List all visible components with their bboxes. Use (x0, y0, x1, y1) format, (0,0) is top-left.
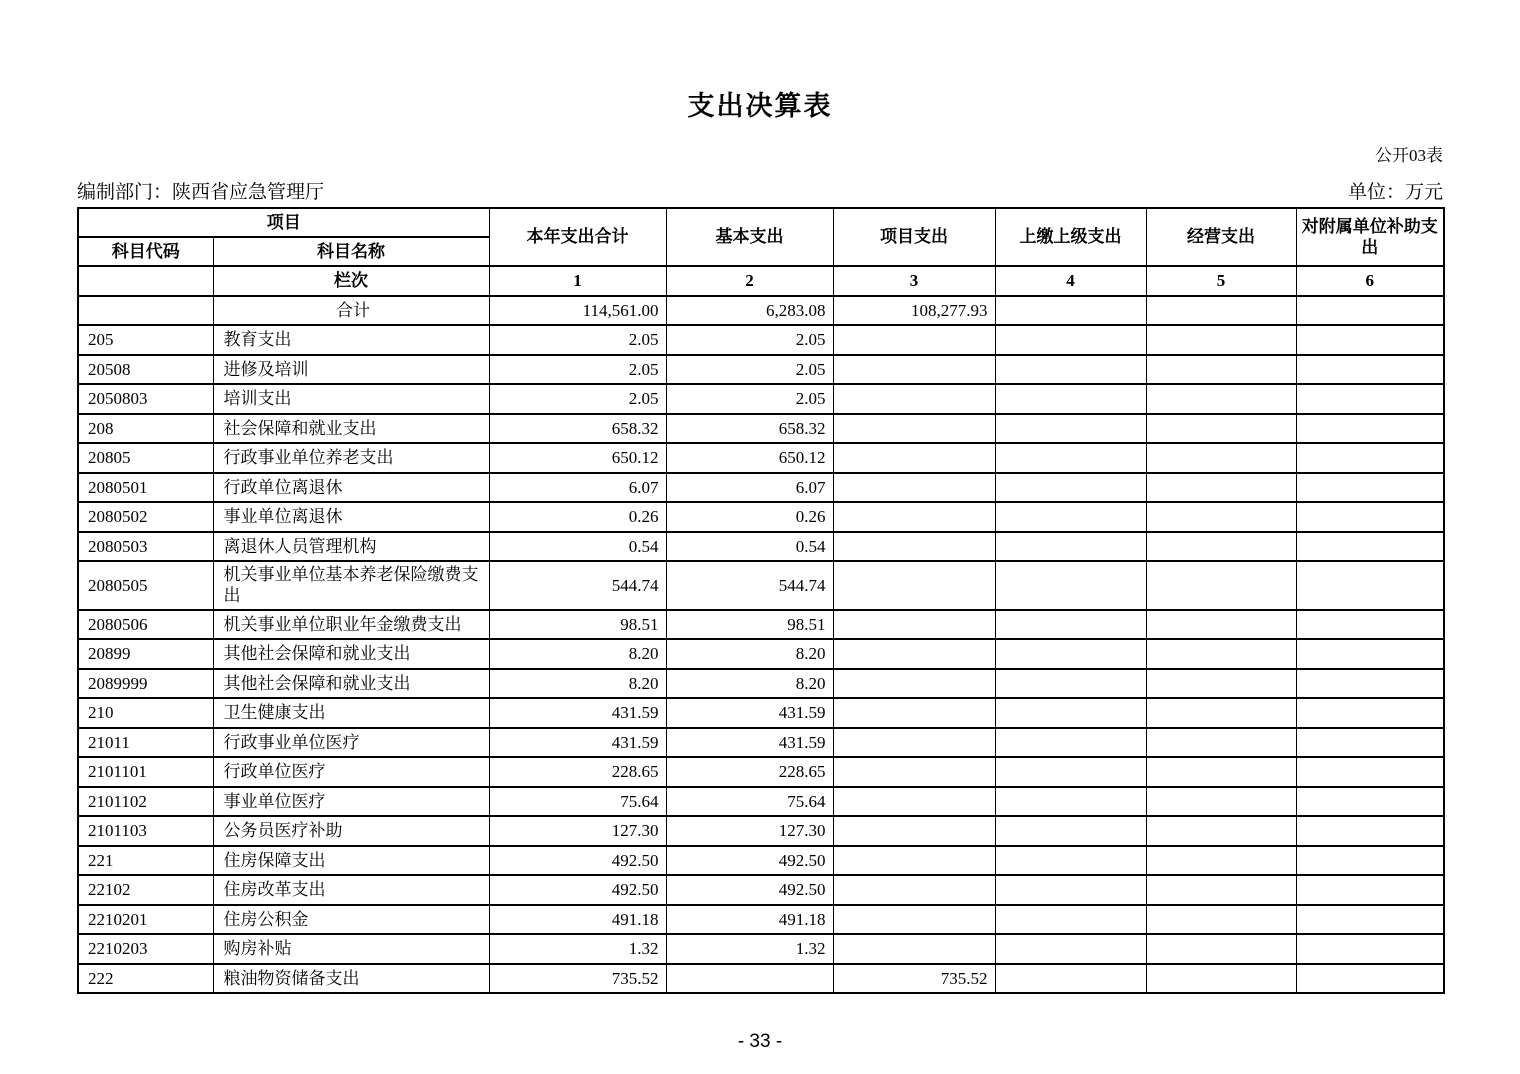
cell-value-1: 2.05 (489, 384, 666, 414)
cell-value-5 (1146, 846, 1296, 876)
cell-value-1: 544.74 (489, 561, 666, 610)
header-col-upturn: 上缴上级支出 (995, 208, 1146, 266)
cell-value-3 (833, 414, 995, 444)
table-row (78, 355, 1444, 385)
header-col-basic: 基本支出 (666, 208, 833, 266)
cell-value-2: 2.05 (666, 355, 833, 385)
cell-subject-code: 2080503 (78, 532, 213, 562)
cell-subject-name: 教育支出 (213, 325, 489, 355)
cell-value-6 (1296, 934, 1444, 964)
table-row (78, 443, 1444, 473)
table-row (78, 964, 1444, 994)
cell-value-2: 544.74 (666, 561, 833, 610)
cell-value-1: 0.26 (489, 502, 666, 532)
cell-subject-code: 210 (78, 698, 213, 728)
cell-value-3 (833, 816, 995, 846)
table-row (78, 757, 1444, 787)
page-number: - 33 - (737, 1031, 783, 1052)
cell-value-3 (833, 639, 995, 669)
cell-value-6 (1296, 875, 1444, 905)
cell-value-2: 98.51 (666, 610, 833, 640)
cell-value-4 (995, 384, 1146, 414)
cell-value-2: 650.12 (666, 443, 833, 473)
cell-value-1: 491.18 (489, 905, 666, 935)
cell-value-2: 0.26 (666, 502, 833, 532)
cell-value-4 (995, 964, 1146, 994)
expenditure-table (77, 207, 1445, 994)
cell-value-6 (1296, 698, 1444, 728)
cell-value-5 (1146, 964, 1296, 994)
cell-value-4 (995, 355, 1146, 385)
cell-value-3 (833, 728, 995, 758)
cell-value-4 (995, 698, 1146, 728)
cell-value-1: 8.20 (489, 669, 666, 699)
header-project: 项目 (78, 208, 489, 237)
cell-value-5 (1146, 532, 1296, 562)
cell-subject-name: 卫生健康支出 (213, 698, 489, 728)
cell-value-1: 2.05 (489, 355, 666, 385)
cell-value-1: 0.54 (489, 532, 666, 562)
unit-label: 单位：万元 (1347, 182, 1443, 203)
cell-value-5 (1146, 443, 1296, 473)
cell-subject-code: 20899 (78, 639, 213, 669)
cell-value-4 (995, 443, 1146, 473)
cell-value-4 (995, 757, 1146, 787)
table-row (78, 473, 1444, 503)
cell-value-6 (1296, 639, 1444, 669)
page-title: 支出决算表 (687, 91, 833, 121)
cell-subject-code: 205 (78, 325, 213, 355)
cell-value-6 (1296, 561, 1444, 610)
cell-subject-name: 行政事业单位养老支出 (213, 443, 489, 473)
cell-value-6 (1296, 532, 1444, 562)
cell-subject-name: 其他社会保障和就业支出 (213, 669, 489, 699)
cell-value-5 (1146, 473, 1296, 503)
cell-value-6 (1296, 502, 1444, 532)
cell-value-5 (1146, 816, 1296, 846)
table-row (78, 639, 1444, 669)
cell-value-2: 8.20 (666, 639, 833, 669)
cell-value-3 (833, 757, 995, 787)
cell-value-2: 2.05 (666, 384, 833, 414)
total-value-6 (1296, 296, 1444, 325)
header-col-year-total: 本年支出合计 (489, 208, 666, 266)
header-col-subsidy: 对附属单位补助支出 (1296, 208, 1444, 266)
table-row (78, 934, 1444, 964)
cell-subject-code: 2101102 (78, 787, 213, 817)
header-col-code: 科目代码 (78, 237, 213, 266)
cell-value-5 (1146, 384, 1296, 414)
cell-value-2: 6.07 (666, 473, 833, 503)
cell-subject-code: 2080502 (78, 502, 213, 532)
total-value-4 (995, 296, 1146, 325)
cell-value-5 (1146, 639, 1296, 669)
cell-value-1: 431.59 (489, 728, 666, 758)
cell-value-6 (1296, 787, 1444, 817)
cell-value-4 (995, 728, 1146, 758)
cell-value-6 (1296, 816, 1444, 846)
cell-value-2 (666, 964, 833, 994)
cell-value-6 (1296, 757, 1444, 787)
cell-value-4 (995, 414, 1146, 444)
cell-value-5 (1146, 728, 1296, 758)
cell-value-2: 492.50 (666, 846, 833, 876)
form-code-label: 公开03表 (1375, 146, 1443, 165)
cell-value-3 (833, 610, 995, 640)
cell-subject-code: 2080506 (78, 610, 213, 640)
cell-value-5 (1146, 355, 1296, 385)
cell-value-3 (833, 698, 995, 728)
cell-value-5 (1146, 414, 1296, 444)
table-row (78, 905, 1444, 935)
cell-subject-code: 221 (78, 846, 213, 876)
index-number-4: 4 (995, 266, 1146, 296)
cell-value-3: 735.52 (833, 964, 995, 994)
cell-value-2: 431.59 (666, 698, 833, 728)
index-number-6: 6 (1296, 266, 1444, 296)
cell-subject-name: 其他社会保障和就业支出 (213, 639, 489, 669)
cell-value-3 (833, 502, 995, 532)
cell-value-6 (1296, 610, 1444, 640)
cell-subject-code: 2080505 (78, 561, 213, 610)
cell-subject-name: 公务员医疗补助 (213, 816, 489, 846)
cell-value-1: 658.32 (489, 414, 666, 444)
cell-value-3 (833, 875, 995, 905)
cell-subject-code: 2101101 (78, 757, 213, 787)
cell-subject-code: 2080501 (78, 473, 213, 503)
table-row (78, 384, 1444, 414)
cell-value-5 (1146, 934, 1296, 964)
cell-value-1: 1.32 (489, 934, 666, 964)
cell-value-4 (995, 639, 1146, 669)
cell-subject-code: 2210201 (78, 905, 213, 935)
cell-value-5 (1146, 561, 1296, 610)
cell-value-1: 75.64 (489, 787, 666, 817)
cell-value-3 (833, 787, 995, 817)
table-row (78, 816, 1444, 846)
cell-value-2: 658.32 (666, 414, 833, 444)
cell-subject-name: 进修及培训 (213, 355, 489, 385)
cell-value-4 (995, 669, 1146, 699)
cell-value-5 (1146, 698, 1296, 728)
cell-value-1: 98.51 (489, 610, 666, 640)
cell-value-2: 0.54 (666, 532, 833, 562)
table-row (78, 532, 1444, 562)
cell-value-6 (1296, 414, 1444, 444)
index-number-1: 1 (489, 266, 666, 296)
cell-subject-code: 20805 (78, 443, 213, 473)
cell-value-6 (1296, 325, 1444, 355)
cell-value-1: 228.65 (489, 757, 666, 787)
cell-value-2: 228.65 (666, 757, 833, 787)
header-row-group (78, 208, 1444, 237)
cell-subject-code: 2101103 (78, 816, 213, 846)
table-row (78, 325, 1444, 355)
cell-subject-code: 222 (78, 964, 213, 994)
cell-value-2: 491.18 (666, 905, 833, 935)
cell-value-2: 127.30 (666, 816, 833, 846)
cell-subject-name: 社会保障和就业支出 (213, 414, 489, 444)
table-row (78, 502, 1444, 532)
cell-value-3 (833, 325, 995, 355)
cell-subject-name: 行政事业单位医疗 (213, 728, 489, 758)
table-row (78, 846, 1444, 876)
cell-value-4 (995, 905, 1146, 935)
cell-value-1: 735.52 (489, 964, 666, 994)
cell-value-6 (1296, 384, 1444, 414)
cell-value-5 (1146, 325, 1296, 355)
cell-value-2: 75.64 (666, 787, 833, 817)
table-row (78, 561, 1444, 610)
cell-value-4 (995, 846, 1146, 876)
cell-value-1: 2.05 (489, 325, 666, 355)
cell-value-3 (833, 905, 995, 935)
header-col-name: 科目名称 (213, 237, 489, 266)
cell-subject-name: 粮油物资储备支出 (213, 964, 489, 994)
prepared-by-label: 编制部门：陕西省应急管理厅 (77, 182, 325, 203)
index-number-2: 2 (666, 266, 833, 296)
total-value-5 (1146, 296, 1296, 325)
table-body (78, 296, 1444, 993)
cell-value-3 (833, 443, 995, 473)
cell-value-3 (833, 934, 995, 964)
cell-value-4 (995, 787, 1146, 817)
cell-subject-name: 机关事业单位职业年金缴费支出 (213, 610, 489, 640)
cell-value-4 (995, 325, 1146, 355)
total-row-label: 合计 (213, 296, 489, 325)
cell-value-4 (995, 532, 1146, 562)
cell-value-6 (1296, 905, 1444, 935)
index-number-5: 5 (1146, 266, 1296, 296)
total-value-2: 6,283.08 (666, 296, 833, 325)
table-row (78, 787, 1444, 817)
index-label: 栏次 (213, 266, 489, 296)
cell-value-1: 6.07 (489, 473, 666, 503)
cell-value-6 (1296, 443, 1444, 473)
cell-value-3 (833, 355, 995, 385)
header-col-operating: 经营支出 (1146, 208, 1296, 266)
cell-value-4 (995, 473, 1146, 503)
cell-subject-code: 21011 (78, 728, 213, 758)
cell-value-4 (995, 610, 1146, 640)
index-number-3: 3 (833, 266, 995, 296)
cell-value-6 (1296, 355, 1444, 385)
cell-value-1: 431.59 (489, 698, 666, 728)
table-row (78, 698, 1444, 728)
index-empty-cell (78, 266, 213, 296)
cell-value-2: 492.50 (666, 875, 833, 905)
total-row-code-cell (78, 296, 213, 325)
cell-subject-name: 住房保障支出 (213, 846, 489, 876)
cell-value-2: 431.59 (666, 728, 833, 758)
cell-value-6 (1296, 846, 1444, 876)
cell-subject-name: 培训支出 (213, 384, 489, 414)
cell-value-6 (1296, 964, 1444, 994)
total-value-1: 114,561.00 (489, 296, 666, 325)
cell-value-6 (1296, 728, 1444, 758)
table-row (78, 414, 1444, 444)
cell-subject-name: 住房公积金 (213, 905, 489, 935)
total-value-3: 108,277.93 (833, 296, 995, 325)
cell-value-3 (833, 846, 995, 876)
cell-value-4 (995, 875, 1146, 905)
meta-row (77, 177, 1443, 204)
header-row-index (78, 266, 1444, 296)
cell-value-5 (1146, 905, 1296, 935)
cell-subject-code: 2210203 (78, 934, 213, 964)
total-row (78, 296, 1444, 325)
table-row (78, 875, 1444, 905)
header-col-project-exp: 项目支出 (833, 208, 995, 266)
cell-value-5 (1146, 669, 1296, 699)
cell-subject-name: 购房补贴 (213, 934, 489, 964)
cell-value-1: 8.20 (489, 639, 666, 669)
cell-value-3 (833, 384, 995, 414)
cell-subject-name: 事业单位离退休 (213, 502, 489, 532)
cell-value-3 (833, 561, 995, 610)
cell-subject-name: 行政单位离退休 (213, 473, 489, 503)
cell-value-2: 8.20 (666, 669, 833, 699)
cell-value-3 (833, 532, 995, 562)
cell-value-6 (1296, 473, 1444, 503)
cell-value-5 (1146, 875, 1296, 905)
cell-value-4 (995, 502, 1146, 532)
cell-value-4 (995, 934, 1146, 964)
cell-subject-name: 住房改革支出 (213, 875, 489, 905)
cell-value-1: 127.30 (489, 816, 666, 846)
cell-value-5 (1146, 757, 1296, 787)
cell-subject-code: 20508 (78, 355, 213, 385)
cell-subject-code: 2089999 (78, 669, 213, 699)
cell-value-1: 492.50 (489, 846, 666, 876)
cell-value-3 (833, 669, 995, 699)
cell-value-1: 650.12 (489, 443, 666, 473)
cell-value-5 (1146, 787, 1296, 817)
cell-subject-code: 208 (78, 414, 213, 444)
cell-subject-name: 离退休人员管理机构 (213, 532, 489, 562)
cell-value-4 (995, 561, 1146, 610)
cell-value-1: 492.50 (489, 875, 666, 905)
table-row (78, 610, 1444, 640)
cell-subject-name: 行政单位医疗 (213, 757, 489, 787)
cell-value-2: 1.32 (666, 934, 833, 964)
cell-subject-code: 2050803 (78, 384, 213, 414)
cell-value-2: 2.05 (666, 325, 833, 355)
cell-value-6 (1296, 669, 1444, 699)
cell-subject-name: 事业单位医疗 (213, 787, 489, 817)
cell-value-5 (1146, 502, 1296, 532)
cell-value-5 (1146, 610, 1296, 640)
table-row (78, 728, 1444, 758)
table-row (78, 669, 1444, 699)
cell-subject-name: 机关事业单位基本养老保险缴费支出 (213, 561, 489, 610)
cell-value-4 (995, 816, 1146, 846)
cell-value-3 (833, 473, 995, 503)
cell-subject-code: 22102 (78, 875, 213, 905)
